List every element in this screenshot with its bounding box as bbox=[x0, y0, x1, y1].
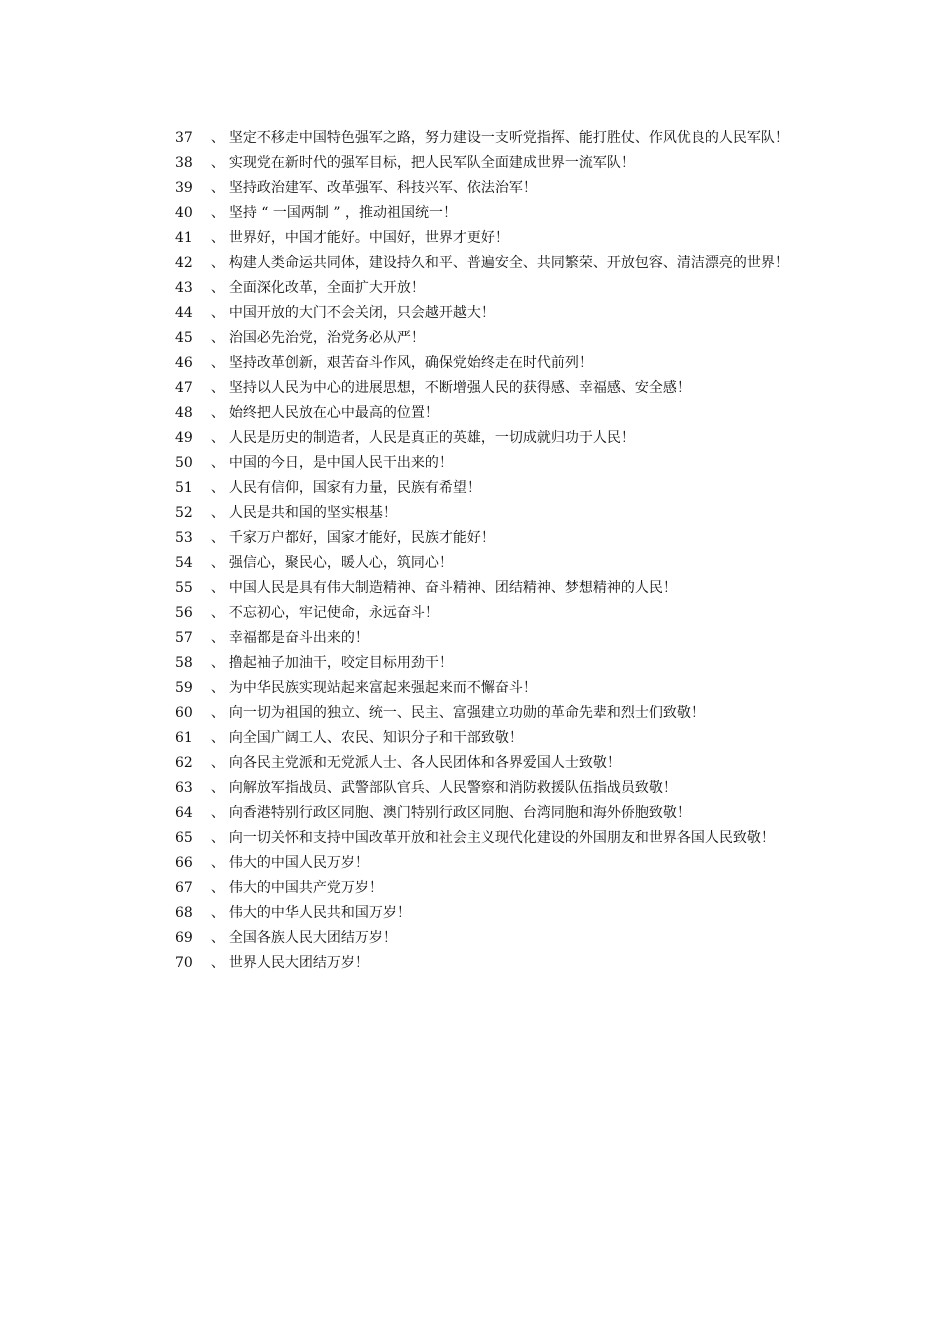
list-item bbox=[147, 701, 827, 726]
list-item bbox=[147, 901, 827, 926]
list-item bbox=[147, 526, 827, 551]
item-separator: 、 bbox=[210, 955, 225, 971]
item-text: 中国人民是具有伟大制造精神、奋斗精神、团结精神、梦想精神的人民！ bbox=[228, 580, 677, 596]
item-number: 61 bbox=[175, 730, 193, 746]
item-number: 63 bbox=[175, 780, 193, 796]
item-separator: 、 bbox=[210, 405, 225, 421]
list-item bbox=[147, 651, 827, 676]
list-item bbox=[147, 576, 827, 601]
item-number: 68 bbox=[175, 905, 193, 921]
list-item bbox=[147, 776, 827, 801]
list-item bbox=[147, 401, 827, 426]
item-text: 实现党在新时代的强军目标，把人民军队全面建成世界一流军队！ bbox=[228, 155, 635, 171]
item-number: 37 bbox=[175, 130, 193, 146]
item-number: 58 bbox=[175, 655, 193, 671]
item-number: 57 bbox=[175, 630, 193, 646]
item-text: 坚持政治建军、改革强军、科技兴军、依法治军！ bbox=[228, 180, 537, 196]
item-text: 不忘初心，牢记使命，永远奋斗！ bbox=[228, 605, 439, 621]
item-separator: 、 bbox=[210, 505, 225, 521]
item-separator: 、 bbox=[210, 655, 225, 671]
list-item bbox=[147, 351, 827, 376]
item-number: 69 bbox=[175, 930, 193, 946]
list-item bbox=[147, 476, 827, 501]
item-number: 60 bbox=[175, 705, 193, 721]
item-separator: 、 bbox=[210, 455, 225, 471]
item-number: 50 bbox=[175, 455, 193, 471]
item-separator: 、 bbox=[210, 755, 225, 771]
list-item bbox=[147, 226, 827, 251]
list-item bbox=[147, 951, 827, 976]
item-separator: 、 bbox=[210, 380, 225, 396]
item-separator: 、 bbox=[210, 180, 225, 196]
item-text: 向全国广阔工人、农民、知识分子和干部致敬！ bbox=[228, 730, 523, 746]
item-number: 53 bbox=[175, 530, 193, 546]
list-item bbox=[147, 301, 827, 326]
item-separator: 、 bbox=[210, 555, 225, 571]
item-text: 撸起袖子加油干，咬定目标用劲干！ bbox=[228, 655, 453, 671]
item-number: 64 bbox=[175, 805, 193, 821]
item-number: 56 bbox=[175, 605, 193, 621]
list-item bbox=[147, 726, 827, 751]
list-item bbox=[147, 276, 827, 301]
item-number: 49 bbox=[175, 430, 193, 446]
list-item bbox=[147, 151, 827, 176]
item-number: 67 bbox=[175, 880, 193, 896]
item-text: 向一切为祖国的独立、统一、民主、富强建立功勋的革命先辈和烈士们致敬！ bbox=[228, 705, 705, 721]
item-separator: 、 bbox=[210, 330, 225, 346]
item-text: 世界人民大团结万岁！ bbox=[228, 955, 369, 971]
slogan-list bbox=[147, 126, 827, 976]
item-number: 55 bbox=[175, 580, 193, 596]
item-separator: 、 bbox=[210, 705, 225, 721]
item-text: 坚持 “ 一国两制 ” ，推动祖国统一！ bbox=[228, 205, 457, 221]
list-item bbox=[147, 826, 827, 851]
item-text: 坚持改革创新，艰苦奋斗作风，确保党始终走在时代前列！ bbox=[228, 355, 593, 371]
item-text: 人民是共和国的坚实根基！ bbox=[228, 505, 397, 521]
item-text: 向香港特别行政区同胞、澳门特别行政区同胞、台湾同胞和海外侨胞致敬！ bbox=[228, 805, 691, 821]
list-item bbox=[147, 176, 827, 201]
list-item bbox=[147, 751, 827, 776]
list-item bbox=[147, 376, 827, 401]
item-text: 世界好，中国才能好。中国好，世界才更好！ bbox=[228, 230, 509, 246]
item-text: 强信心，聚民心，暖人心，筑同心！ bbox=[228, 555, 453, 571]
item-text: 千家万户都好，国家才能好，民族才能好！ bbox=[228, 530, 495, 546]
item-separator: 、 bbox=[210, 355, 225, 371]
item-text: 伟大的中国人民万岁！ bbox=[228, 855, 369, 871]
item-separator: 、 bbox=[210, 155, 225, 171]
item-number: 41 bbox=[175, 230, 193, 246]
list-item bbox=[147, 926, 827, 951]
item-text: 坚定不移走中国特色强军之路，努力建设一支听党指挥、能打胜仗、作风优良的人民军队！ bbox=[228, 130, 789, 146]
item-number: 40 bbox=[175, 205, 193, 221]
item-number: 38 bbox=[175, 155, 193, 171]
item-text: 人民是历史的制造者，人民是真正的英雄，一切成就归功于人民！ bbox=[228, 430, 635, 446]
item-text: 中国的今日，是中国人民干出来的！ bbox=[228, 455, 453, 471]
list-item bbox=[147, 851, 827, 876]
item-number: 54 bbox=[175, 555, 193, 571]
item-separator: 、 bbox=[210, 305, 225, 321]
item-separator: 、 bbox=[210, 255, 225, 271]
list-item bbox=[147, 551, 827, 576]
item-separator: 、 bbox=[210, 580, 225, 596]
item-number: 42 bbox=[175, 255, 193, 271]
item-number: 43 bbox=[175, 280, 193, 296]
list-item bbox=[147, 626, 827, 651]
item-separator: 、 bbox=[210, 530, 225, 546]
item-text: 人民有信仰，国家有力量，民族有希望！ bbox=[228, 480, 481, 496]
item-separator: 、 bbox=[210, 930, 225, 946]
item-number: 52 bbox=[175, 505, 193, 521]
item-separator: 、 bbox=[210, 430, 225, 446]
item-number: 46 bbox=[175, 355, 193, 371]
item-separator: 、 bbox=[210, 230, 225, 246]
item-number: 44 bbox=[175, 305, 193, 321]
item-text: 坚持以人民为中心的进展思想，不断增强人民的获得感、幸福感、安全感！ bbox=[228, 380, 691, 396]
item-separator: 、 bbox=[210, 780, 225, 796]
item-text: 向一切关怀和支持中国改革开放和社会主义现代化建设的外国朋友和世界各国人民致敬！ bbox=[228, 830, 775, 846]
item-number: 70 bbox=[175, 955, 193, 971]
item-separator: 、 bbox=[210, 805, 225, 821]
list-item bbox=[147, 126, 827, 151]
item-number: 62 bbox=[175, 755, 193, 771]
item-number: 59 bbox=[175, 680, 193, 696]
item-text: 伟大的中国共产党万岁！ bbox=[228, 880, 383, 896]
item-text: 幸福都是奋斗出来的！ bbox=[228, 630, 369, 646]
item-text: 治国必先治党，治党务必从严！ bbox=[228, 330, 425, 346]
list-item bbox=[147, 326, 827, 351]
item-number: 51 bbox=[175, 480, 193, 496]
item-separator: 、 bbox=[210, 605, 225, 621]
item-separator: 、 bbox=[210, 880, 225, 896]
list-item bbox=[147, 201, 827, 226]
item-separator: 、 bbox=[210, 630, 225, 646]
list-item bbox=[147, 426, 827, 451]
item-text: 向解放军指战员、武警部队官兵、人民警察和消防救援队伍指战员致敬！ bbox=[228, 780, 677, 796]
item-text: 始终把人民放在心中最高的位置！ bbox=[228, 405, 439, 421]
item-separator: 、 bbox=[210, 130, 225, 146]
item-text: 向各民主党派和无党派人士、各人民团体和各界爱国人士致敬！ bbox=[228, 755, 621, 771]
list-item bbox=[147, 676, 827, 701]
item-number: 39 bbox=[175, 180, 193, 196]
list-item bbox=[147, 601, 827, 626]
item-text: 中国开放的大门不会关闭，只会越开越大！ bbox=[228, 305, 495, 321]
list-item bbox=[147, 251, 827, 276]
item-text: 构建人类命运共同体，建设持久和平、普遍安全、共同繁荣、开放包容、清洁漂亮的世界！ bbox=[228, 255, 789, 271]
item-separator: 、 bbox=[210, 855, 225, 871]
item-separator: 、 bbox=[210, 680, 225, 696]
list-item bbox=[147, 801, 827, 826]
item-number: 48 bbox=[175, 405, 193, 421]
item-text: 伟大的中华人民共和国万岁！ bbox=[228, 905, 411, 921]
list-item bbox=[147, 876, 827, 901]
list-item bbox=[147, 501, 827, 526]
item-number: 65 bbox=[175, 830, 193, 846]
list-item bbox=[147, 451, 827, 476]
item-separator: 、 bbox=[210, 280, 225, 296]
item-separator: 、 bbox=[210, 730, 225, 746]
item-separator: 、 bbox=[210, 830, 225, 846]
item-number: 66 bbox=[175, 855, 193, 871]
item-separator: 、 bbox=[210, 480, 225, 496]
item-number: 45 bbox=[175, 330, 193, 346]
item-separator: 、 bbox=[210, 905, 225, 921]
item-text: 全面深化改革，全面扩大开放！ bbox=[228, 280, 425, 296]
item-number: 47 bbox=[175, 380, 193, 396]
item-text: 为中华民族实现站起来富起来强起来而不懈奋斗！ bbox=[228, 680, 537, 696]
item-separator: 、 bbox=[210, 205, 225, 221]
item-text: 全国各族人民大团结万岁！ bbox=[228, 930, 397, 946]
